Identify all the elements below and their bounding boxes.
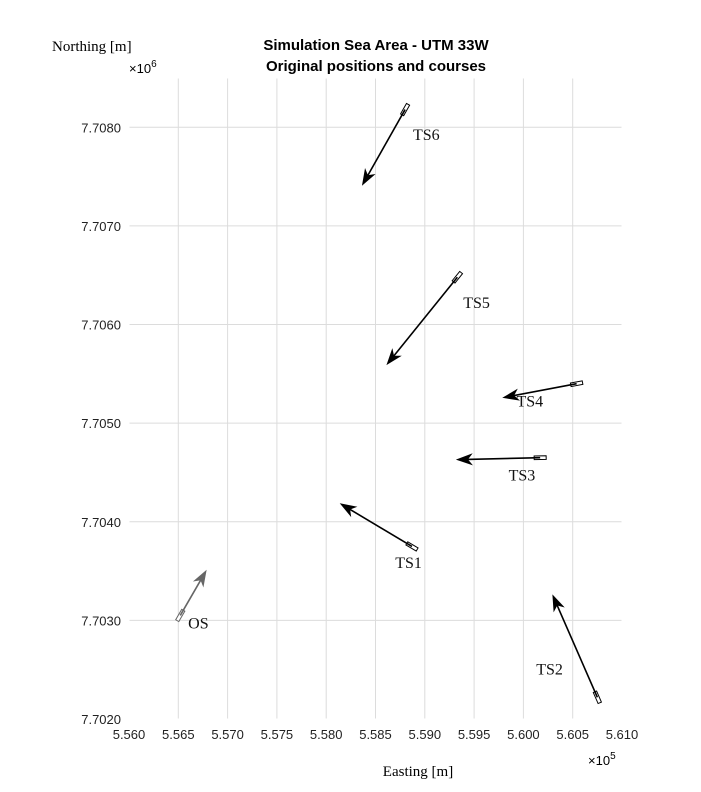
- vessel-ts6: [363, 103, 440, 184]
- vessel-label: TS2: [536, 661, 563, 679]
- chart-title: Simulation Sea Area - UTM 33W: [263, 37, 489, 54]
- course-line: [555, 599, 598, 697]
- x-axis-label: Easting [m]: [382, 764, 454, 780]
- x-tick-label: 5.610: [605, 727, 639, 742]
- x-tick-label: 5.570: [211, 727, 244, 742]
- x-tick-label: 5.580: [309, 727, 343, 742]
- course-arrowhead: [387, 350, 400, 364]
- y-axis: [81, 120, 121, 727]
- x-exponent-label: $\times 10^5$: [588, 751, 616, 768]
- course-line: [180, 575, 204, 616]
- y-tick-label: 7.7040: [81, 514, 121, 530]
- vessel-label: TS4: [516, 393, 544, 411]
- y-tick-label: 7.7050: [81, 416, 121, 432]
- vessel-label: TS1: [395, 555, 422, 573]
- y-tick-label: 7.7080: [81, 120, 121, 136]
- x-tick-label: 5.585: [359, 727, 392, 742]
- y-tick-label: 7.7060: [81, 317, 121, 333]
- x-tick-label: 5.565: [162, 727, 195, 742]
- vessel-ts3: [457, 454, 546, 484]
- vessel-ts1: [341, 504, 422, 572]
- x-tick-label: 5.560: [112, 727, 146, 742]
- y-tick-label: 7.7020: [81, 712, 121, 727]
- course-line: [461, 458, 540, 460]
- x-tick-label: 5.590: [408, 727, 442, 742]
- y-tick-label: 7.7070: [81, 218, 121, 234]
- course-arrowhead: [363, 170, 374, 185]
- course-line: [344, 506, 412, 546]
- course-line: [365, 110, 405, 181]
- y-exponent-label: $\times 10^6$: [129, 59, 157, 76]
- vessel-ts2: [536, 596, 601, 704]
- x-tick-label: 5.595: [457, 727, 491, 742]
- x-tick-label: 5.575: [260, 727, 294, 742]
- vessel-os: [176, 571, 209, 632]
- y-tick-label: 7.7030: [81, 613, 121, 629]
- vessel-ts4: [504, 381, 583, 411]
- course-arrowhead: [195, 571, 206, 586]
- vessel-label: TS3: [508, 467, 536, 485]
- y-axis-label: Northing [m]: [52, 39, 132, 55]
- chart-subtitle: Original positions and courses: [265, 58, 487, 75]
- vessels: [176, 103, 602, 703]
- x-axis: [113, 727, 639, 742]
- x-tick-label: 5.605: [556, 727, 589, 742]
- vessel-label: OS: [188, 615, 209, 633]
- vessel-label: TS5: [463, 294, 490, 312]
- vessel-label: TS6: [412, 127, 440, 145]
- x-tick-label: 5.600: [507, 727, 540, 742]
- course-line: [390, 277, 457, 361]
- course-arrowhead: [341, 504, 356, 515]
